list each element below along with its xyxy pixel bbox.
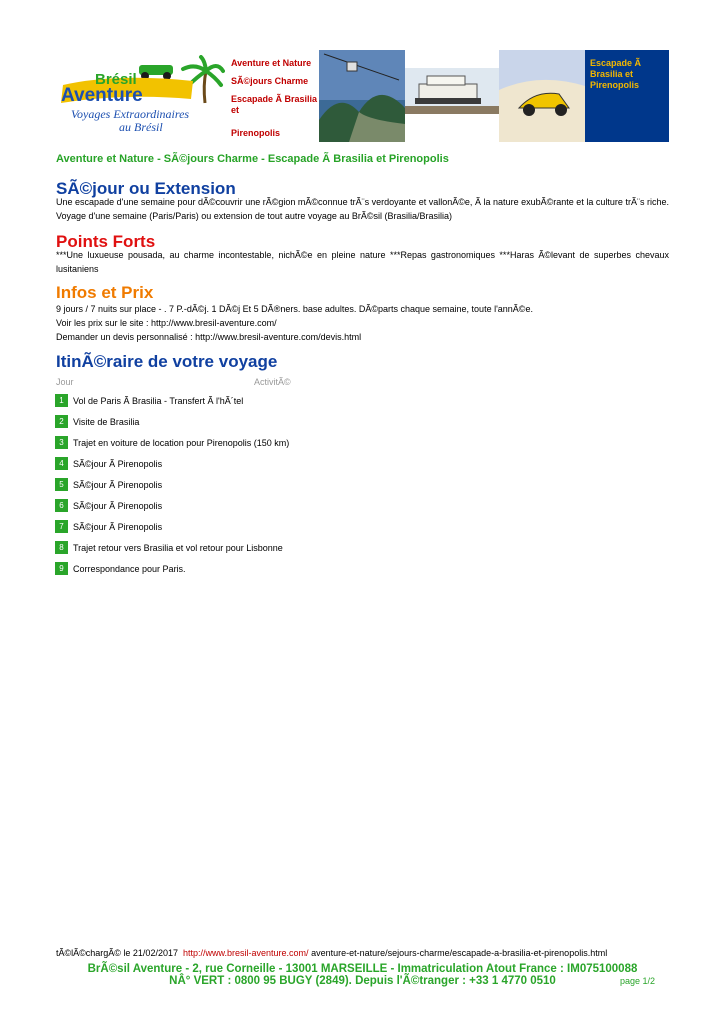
day-number: 4 (55, 457, 68, 470)
day-activity: SÃ©jour Ã Pirenopolis (73, 479, 163, 490)
day-activity: SÃ©jour Ã Pirenopolis (73, 521, 163, 532)
crumb-pirenopolis[interactable]: Pirenopolis (231, 128, 281, 138)
day-activity: Trajet en voiture de location pour Pirenopolis (150 km) (73, 437, 290, 448)
day-activity: Visite de Brasilia (73, 416, 140, 427)
itinerary-list (55, 390, 289, 579)
logo-graphic (55, 55, 225, 135)
section-title-itinerary: ItinÃ©raire de votre voyage (56, 352, 278, 371)
photo-buggy-dunes (499, 50, 585, 142)
photo-cable-car-bay (319, 50, 405, 142)
itinerary-row (55, 390, 289, 411)
section-title-sejour: SÃ©jour ou Extension (56, 179, 236, 198)
day-number: 7 (55, 520, 68, 533)
section-title-points-forts: Points Forts (56, 232, 156, 251)
itinerary-row (55, 537, 289, 558)
column-header-day: Jour (56, 377, 74, 387)
infos-line-duration: 9 jours / 7 nuits sur place - . 7 P.-dÃ©j. 1 DÃ©j Et 5 DÃ®ners. base adultes. DÃ©parts chaque semaine, toute l'annÃ©e. (56, 304, 533, 314)
day-activity: SÃ©jour Ã Pirenopolis (73, 458, 163, 469)
day-activity: Trajet retour vers Brasilia et vol retour pour Lisbonne (73, 542, 283, 553)
day-number: 5 (55, 478, 68, 491)
header-crumbs (231, 58, 319, 146)
day-activity: SÃ©jour Ã Pirenopolis (73, 500, 163, 511)
itinerary-row (55, 474, 289, 495)
svg-text:Brésil: Brésil (95, 71, 137, 88)
page-number: page 1/2 (620, 976, 656, 986)
day-number: 9 (55, 562, 68, 575)
itinerary-row (55, 558, 289, 579)
day-number: 6 (55, 499, 68, 512)
itinerary-row (55, 411, 289, 432)
footer-download-line (56, 948, 607, 958)
day-activity: Correspondance pour Paris. (73, 563, 186, 574)
itinerary-row (55, 432, 289, 453)
infos-prix-lines (56, 302, 533, 344)
header-box-title: Escapade Ã Brasilia et Pirenopolis (590, 58, 642, 90)
day-activity: Vol de Paris Ã Brasilia - Transfert Ã l'hÃ´tel (73, 395, 244, 406)
footer-site-link[interactable]: http://www.bresil-aventure.com/ (182, 948, 309, 958)
footer-downloaded-date: tÃ©lÃ©chargÃ© le 21/02/2017 (56, 948, 178, 958)
breadcrumb: Aventure et Nature - SÃ©jours Charme - Escapade Ã Brasilia et Pirenopolis (56, 153, 449, 165)
section-text-sejour: Une escapade d'une semaine pour dÃ©couvrir une rÃ©gion mÃ©connue trÃ¨s verdoyante et vallonÃ©e, Ã la nature exubÃ©rante et la culture trÃ¨s riche. Voyage d'une semaine (Paris/Paris) ou extension de tout autre voyage au BrÃ©sil (Brasilia/Brasilia) (56, 197, 669, 221)
section-title-infos-prix: Infos et Prix (56, 283, 154, 302)
crumb-aventure-nature[interactable]: Aventure et Nature (231, 58, 312, 68)
svg-text:au Brésil: au Brésil (119, 120, 163, 134)
svg-text:Voyages Extraordinaires: Voyages Extraordinaires (71, 107, 190, 121)
crumb-sejours-charme[interactable]: SÃ©jours Charme (231, 76, 309, 86)
brand-logo[interactable] (55, 55, 225, 135)
section-text-points-forts: ***Une luxueuse pousada, au charme incontestable, nichÃ©e en pleine nature ***Repas gastronomiques ***Haras Ã©levant de superbes chevaux lusitaniens (56, 250, 669, 274)
svg-text:Aventure: Aventure (61, 85, 143, 106)
day-number: 2 (55, 415, 68, 428)
itinerary-row (55, 516, 289, 537)
footer-page-path[interactable]: aventure-et-nature/sejours-charme/escapade-a-brasilia-et-pirenopolis.html (311, 948, 608, 958)
column-header-activity: ActivitÃ© (254, 377, 291, 387)
day-number: 8 (55, 541, 68, 554)
infos-line-quote-link[interactable]: Demander un devis personnalisé : http://www.bresil-aventure.com/devis.html (56, 332, 362, 342)
itinerary-row (55, 453, 289, 474)
infos-line-prices-link[interactable]: Voir les prix sur le site : http://www.bresil-aventure.com/ (56, 318, 277, 328)
day-number: 1 (55, 394, 68, 407)
footer-address-line2: NÂ° VERT : 0800 95 BUGY (2849). Depuis l'Ã©tranger : +33 1 4770 0510 (169, 975, 556, 987)
itinerary-row (55, 495, 289, 516)
footer-address-line1: BrÃ©sil Aventure - 2, rue Corneille - 13001 MARSEILLE - Immatriculation Atout France : IM075100088 (87, 963, 638, 975)
day-number: 3 (55, 436, 68, 449)
footer-address (0, 963, 725, 987)
crumb-escapade[interactable]: Escapade Ã Brasilia et (231, 94, 318, 115)
photo-river-boat (405, 50, 499, 142)
